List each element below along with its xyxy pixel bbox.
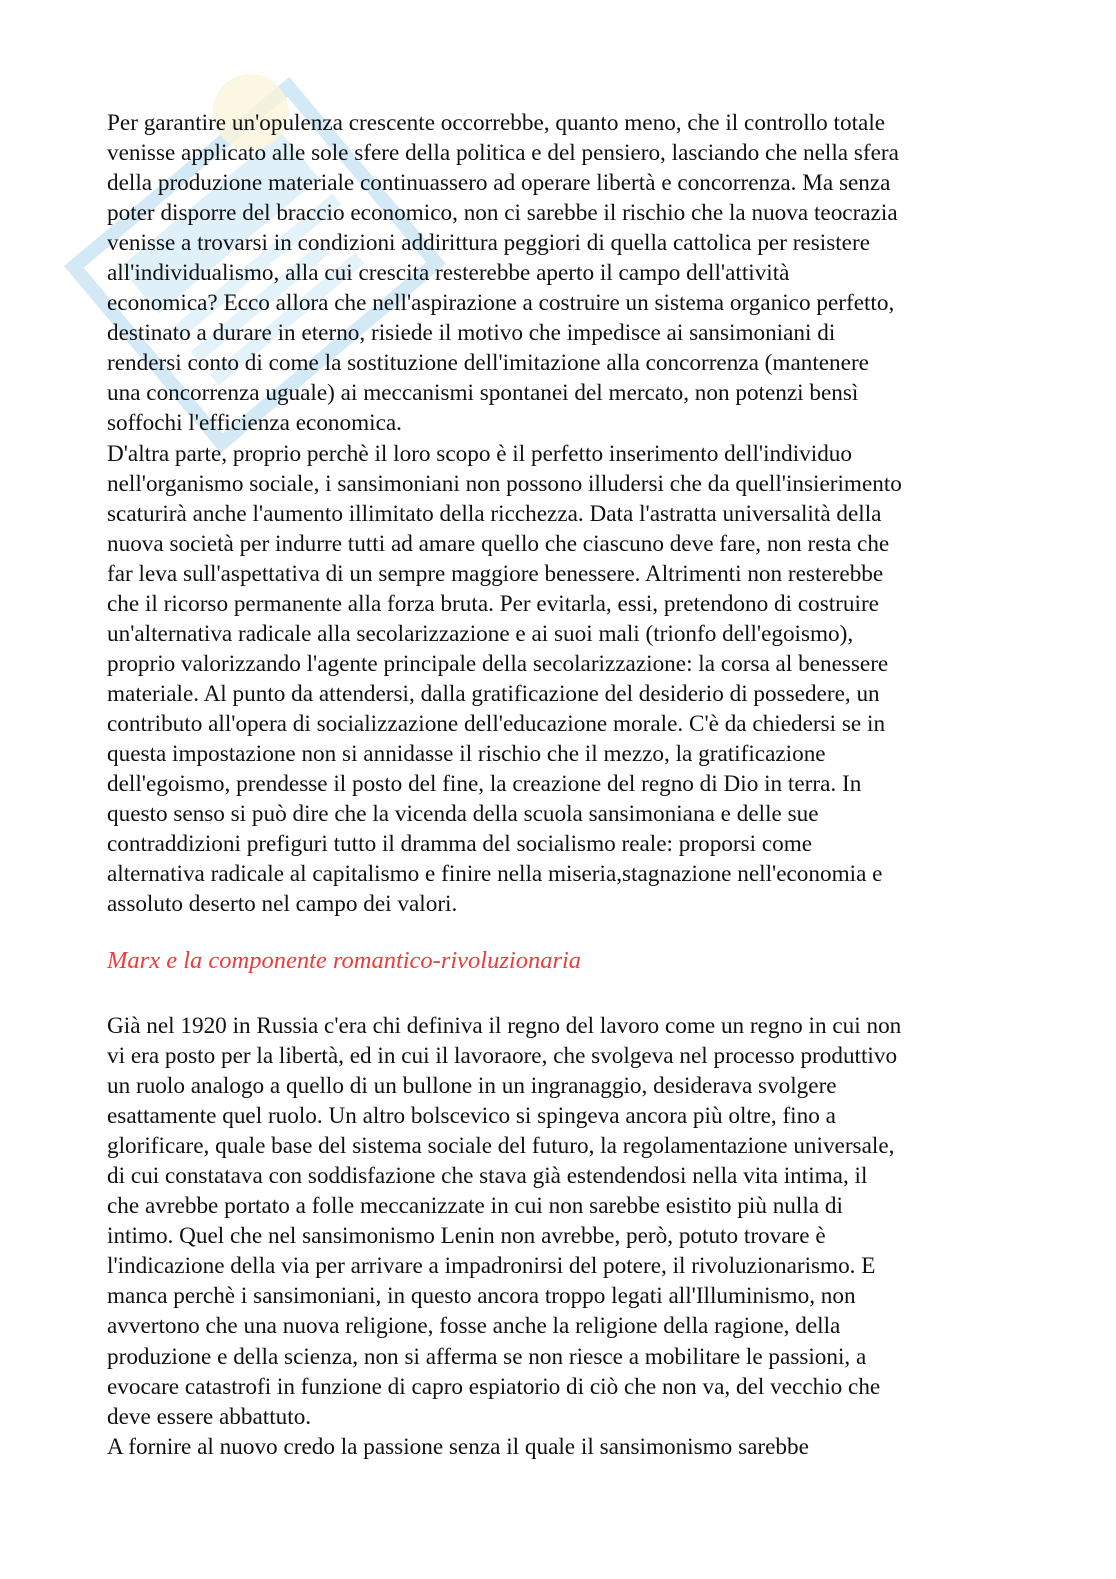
body-line: venisse applicato alle sole sfere della politica e del pensiero, lasciando che nella sfera xyxy=(107,140,899,167)
body-line: esattamente quel ruolo. Un altro bolscevico si spingeva ancora più oltre, fino a xyxy=(107,1103,836,1130)
body-line: questo senso si può dire che la vicenda della scuola sansimoniana e delle sue xyxy=(107,801,819,828)
body-line: glorificare, quale base del sistema sociale del futuro, la regolamentazione universale, xyxy=(107,1133,895,1160)
body-line: di cui constatava con soddisfazione che stava già estendendosi nella vita intima, il xyxy=(107,1163,868,1190)
body-line: evocare catastrofi in funzione di capro espiatorio di ciò che non va, del vecchio che xyxy=(107,1373,881,1400)
body-line: intimo. Quel che nel sansimonismo Lenin non avrebbe, però, potuto trovare è xyxy=(107,1223,826,1250)
body-line: un'alternativa radicale alla secolarizzazione e ai suoi mali (trionfo dell'egoismo), xyxy=(107,620,854,647)
body-line: un ruolo analogo a quello di un bullone in un ingranaggio, desiderava svolgere xyxy=(107,1073,837,1100)
body-line: dell'egoismo, prendesse il posto del fine, la creazione del regno di Dio in terra. In xyxy=(107,771,862,798)
body-line: rendersi conto di come la sostituzione dell'imitazione alla concorrenza (mantenere xyxy=(107,350,869,377)
section-heading: Marx e la componente romantico-rivoluzionaria xyxy=(107,947,582,974)
body-line: soffochi l'efficienza economica. xyxy=(107,410,402,437)
body-line: l'indicazione della via per arrivare a impadronirsi del potere, il rivoluzionarismo. E xyxy=(107,1253,876,1280)
body-line: contraddizioni prefiguri tutto il dramma del socialismo reale: proporsi come xyxy=(107,831,813,858)
body-line: deve essere abbattuto. xyxy=(107,1403,312,1430)
body-line: Già nel 1920 in Russia c'era chi definiva il regno del lavoro come un regno in cui non xyxy=(107,1013,902,1039)
body-line: nuova società per indurre tutti ad amare quello che ciascuno deve fare, non resta che xyxy=(107,530,890,557)
body-line: della produzione materiale continuassero ad operare libertà e concorrenza. Ma senza xyxy=(107,170,891,197)
section-2-body xyxy=(107,1011,1007,1462)
body-line: all'individualismo, alla cui crescita resterebbe aperto il campo dell'attività xyxy=(107,260,790,287)
body-line: A fornire al nuovo credo la passione senza il quale il sansimonismo sarebbe xyxy=(107,1433,809,1460)
body-line: alternativa radicale al capitalismo e finire nella miseria,stagnazione nell'economia e xyxy=(107,861,883,888)
body-line: che avrebbe portato a folle meccanizzate in cui non sarebbe esistito più nulla di xyxy=(107,1193,843,1220)
body-line: economica? Ecco allora che nell'aspirazione a costruire un sistema organico perfetto, xyxy=(107,290,895,317)
body-line: D'altra parte, proprio perchè il loro scopo è il perfetto inserimento dell'individuo xyxy=(107,440,852,467)
body-line: proprio valorizzando l'agente principale della secolarizzazione: la corsa al benessere xyxy=(107,650,889,677)
body-line: venisse a trovarsi in condizioni addirittura peggiori di quella cattolica per resistere xyxy=(107,230,870,257)
body-line: far leva sull'aspettativa di un sempre maggiore benessere. Altrimenti non resterebbe xyxy=(107,560,884,587)
body-line: scaturirà anche l'aumento illimitato della ricchezza. Data l'astratta universalità della xyxy=(107,500,882,527)
body-line: produzione e della scienza, non si afferma se non riesce a mobilitare le passioni, a xyxy=(107,1343,867,1370)
body-line: questa impostazione non si annidasse il rischio che il mezzo, la gratificazione xyxy=(107,740,826,767)
section-1-body xyxy=(107,108,1007,919)
body-line: avvertono che una nuova religione, fosse anche la religione della ragione, della xyxy=(107,1313,841,1340)
body-line: nell'organismo sociale, i sansimoniani non possono illudersi che da quell'insierimento xyxy=(107,470,902,497)
body-line: una concorrenza uguale) ai meccanismi spontanei del mercato, non potenzi bensì xyxy=(107,380,859,407)
body-line: materiale. Al punto da attendersi, dalla gratificazione del desiderio di possedere, un xyxy=(107,680,880,707)
body-line: vi era posto per la libertà, ed in cui il lavoraore, che svolgeva nel processo produttivo xyxy=(107,1043,898,1070)
body-line: che il ricorso permanente alla forza bruta. Per evitarla, essi, pretendono di costruire xyxy=(107,590,879,617)
body-line: Per garantire un'opulenza crescente occorrebbe, quanto meno, che il controllo totale xyxy=(107,110,886,136)
body-line: contributo all'opera di socializzazione dell'educazione morale. C'è da chiedersi se in xyxy=(107,710,886,737)
body-line: manca perchè i sansimoniani, in questo ancora troppo legati all'Illuminismo, non xyxy=(107,1283,856,1310)
body-line: poter disporre del braccio economico, non ci sarebbe il rischio che la nuova teocrazia xyxy=(107,200,898,227)
body-line: destinato a durare in eterno, risiede il motivo che impedisce ai sansimoniani di xyxy=(107,320,836,347)
body-line: assoluto deserto nel campo dei valori. xyxy=(107,891,458,918)
